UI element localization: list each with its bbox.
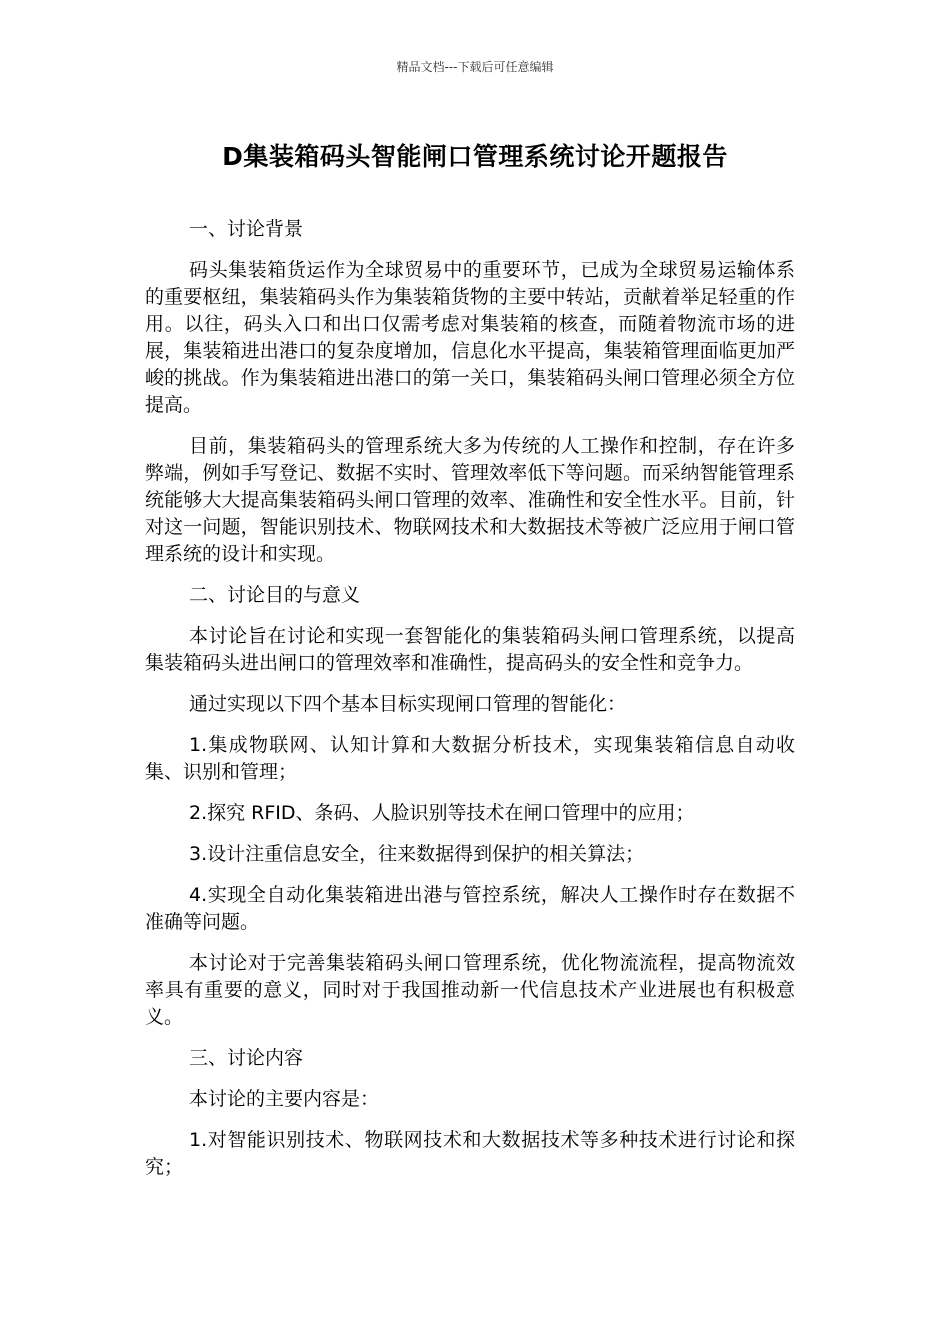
section-heading-background: 一、讨论背景 — [189, 218, 304, 240]
paragraph: 目前，集装箱码头的管理系统大多为传统的人工操作和控制，存在许多弊端，例如手写登记、数据不实时、管理效率低下等问题。而采纳智能管理系统能够大大提高集装箱码头闸口管理的效率、准确性和安全性水平。目前，针对这一问题，智能识别技术、物联网技术和大数据技术等被广泛应用于闸口管理系统的设计和实现。 — [145, 435, 795, 565]
paragraph: 码头集装箱货运作为全球贸易中的重要环节，已成为全球贸易运输体系的重要枢纽，集装箱码头作为集装箱货物的主要中转站，贡献着举足轻重的作用。以往，码头入口和出口仅需考虑对集装箱的核查，而随着物流市场的进展，集装箱进出港口的复杂度增加，信息化水平提高，集装箱管理面临更加严峻的挑战。作为集装箱进出港口的第一关口，集装箱码头闸口管理必须全方位提高。 — [145, 259, 795, 416]
page-header: 精品文档---下载后可任意编辑 — [396, 60, 554, 74]
section-heading-content: 三、讨论内容 — [189, 1047, 304, 1069]
list-item: 4.实现全自动化集装箱进出港与管控系统，解决人工操作时存在数据不准确等问题。 — [145, 884, 795, 933]
section-heading-purpose: 二、讨论目的与意义 — [189, 584, 361, 606]
document-title: D集装箱码头智能闸口管理系统讨论开题报告 — [222, 142, 728, 171]
list-item: 3.设计注重信息安全，往来数据得到保护的相关算法； — [189, 843, 645, 865]
paragraph: 本讨论旨在讨论和实现一套智能化的集装箱码头闸口管理系统，以提高集装箱码头进出闸口的管理效率和准确性，提高码头的安全性和竞争力。 — [145, 625, 795, 674]
document-body — [145, 216, 795, 1195]
list-item: 2.探究 RFID、条码、人脸识别等技术在闸口管理中的应用； — [189, 802, 695, 824]
paragraph: 通过实现以下四个基本目标实现闸口管理的智能化： — [189, 693, 627, 715]
list-item: 1.集成物联网、认知计算和大数据分析技术，实现集装箱信息自动收集、识别和管理； — [145, 734, 795, 783]
paragraph: 本讨论的主要内容是： — [189, 1088, 380, 1110]
list-item: 1.对智能识别技术、物联网技术和大数据技术等多种技术进行讨论和探究； — [145, 1129, 795, 1178]
paragraph: 本讨论对于完善集装箱码头闸口管理系统，优化物流流程，提高物流效率具有重要的意义，同时对于我国推动新一代信息技术产业进展也有积极意义。 — [145, 952, 795, 1028]
